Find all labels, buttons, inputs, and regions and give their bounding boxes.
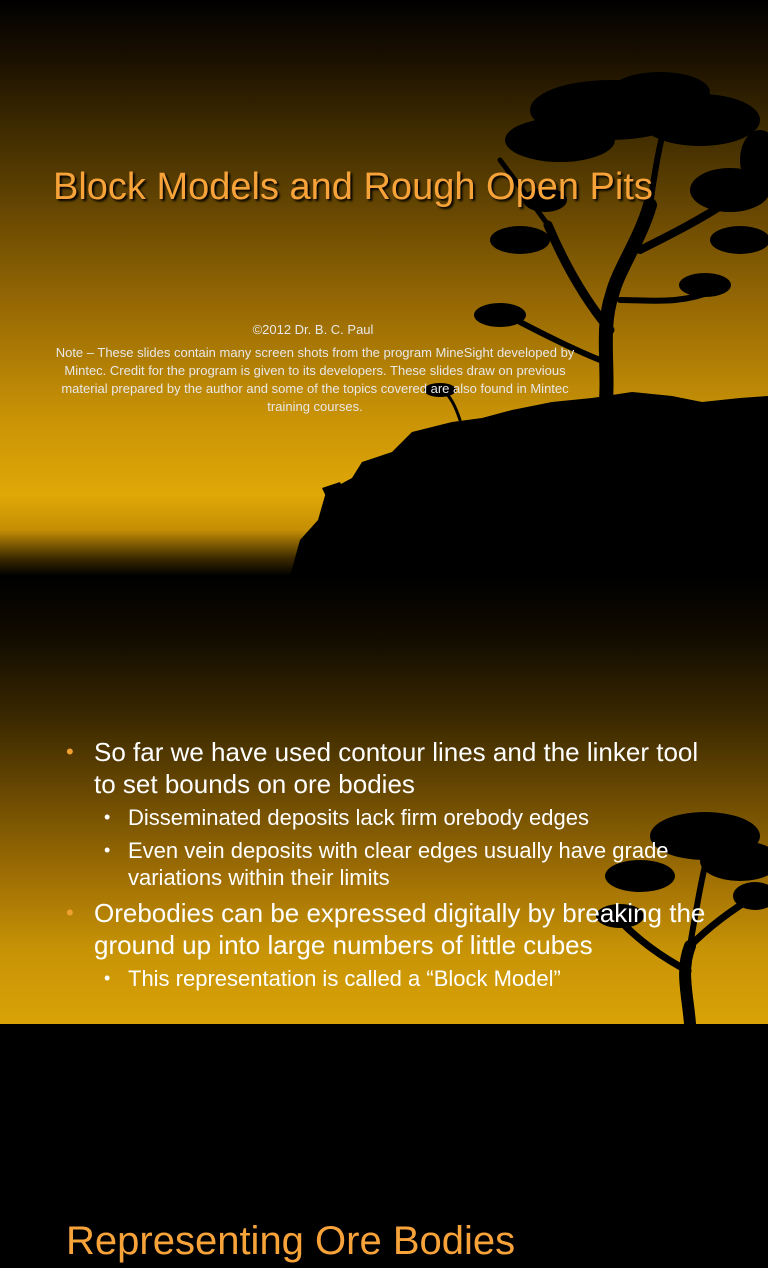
slide-title: Representing Ore Bodies — [66, 1219, 516, 1263]
sub-bullet-list — [94, 804, 710, 891]
bullet-text: So far we have used contour lines and the linker tool to set bounds on ore bodies — [94, 737, 699, 799]
list-item — [94, 965, 710, 992]
title-slide — [0, 0, 768, 576]
sub-bullet-text: Even vein deposits with clear edges usually have grade variations within their limits — [128, 838, 669, 890]
list-item — [94, 804, 710, 831]
tree-island-silhouette — [0, 0, 768, 576]
bullet-list — [60, 736, 710, 998]
bullet-marker: • — [66, 900, 74, 925]
sub-bullet-list — [94, 965, 710, 992]
sub-bullet-text: This representation is called a “Block Model” — [128, 966, 561, 991]
sub-bullet-marker: • — [104, 968, 111, 988]
bullet-marker: • — [66, 739, 74, 764]
slide-title: Block Models and Rough Open Pits — [53, 166, 653, 208]
list-item — [60, 736, 710, 891]
bullet-text: Orebodies can be expressed digitally by breaking the ground up into large numbers of little cubes — [94, 898, 706, 960]
list-item — [60, 897, 710, 992]
sub-bullet-marker: • — [104, 807, 111, 827]
attribution-note: Note – These slides contain many screen shots from the program MineSight developed by Mintec. Credit for the program is given to its developers. These slides draw on previous material prepared by the author and some of the topics covered are also found in Mintec training courses. — [55, 345, 575, 414]
list-item — [94, 837, 710, 891]
copyright-line: ©2012 Dr. B. C. Paul — [252, 322, 374, 337]
sub-bullet-marker: • — [104, 840, 111, 860]
sub-bullet-text: Disseminated deposits lack firm orebody edges — [128, 805, 590, 830]
